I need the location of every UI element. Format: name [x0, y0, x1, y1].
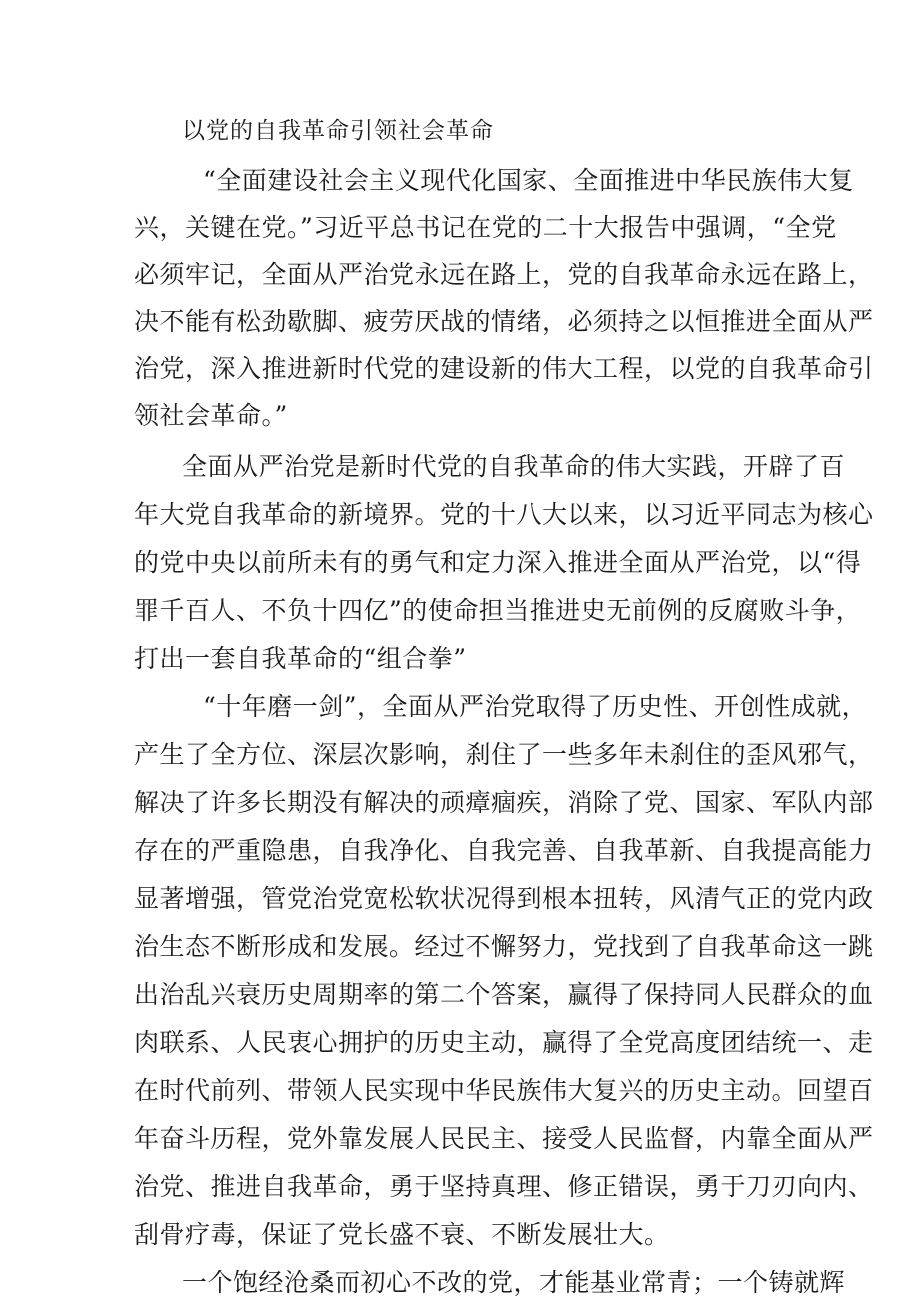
paragraph-1-line-1: “全面建设社会主义现代化国家、全面推进中华民族伟大复: [203, 166, 854, 195]
paragraph-1-line-5: 治党，深入推进新时代党的建设新的伟大工程，以党的自我革命引: [134, 354, 874, 383]
paragraph-1-line-3: 必须牢记，全面从严治党永远在路上，党的自我革命永远在路上，: [134, 260, 874, 289]
paragraph-4-line-1: 一个饱经沧桑而初心不改的党，才能基业常青；一个铸就辉: [182, 1268, 846, 1297]
paragraph-3-line-8: 肉联系、人民衷心拥护的历史主动，赢得了全党高度团结统一、走: [134, 1028, 874, 1057]
paragraph-2-line-1: 全面从严治党是新时代党的自我革命的伟大实践，开辟了百: [182, 452, 846, 481]
paragraph-3-line-6: 治生态不断形成和发展。经过不懈努力，党找到了自我革命这一跳: [134, 932, 874, 961]
paragraph-2-line-5: 打出一套自我革命的“组合拳”: [134, 644, 467, 673]
paragraph-3-line-9: 在时代前列、带领人民实现中华民族伟大复兴的历史主动。回望百: [134, 1076, 874, 1105]
document-title: 以党的自我革命引领社会革命: [182, 118, 494, 144]
paragraph-1-line-6: 领社会革命。”: [134, 401, 288, 430]
paragraph-2-line-3: 的党中央以前所未有的勇气和定力深入推进全面从严治党，以“得: [134, 548, 862, 577]
paragraph-1-line-4: 决不能有松劲歇脚、疲劳厌战的情绪，必须持之以恒推进全面从严: [134, 307, 874, 336]
paragraph-3-line-11: 治党、推进自我革命，勇于坚持真理、修正错误，勇于刀刃向内、: [134, 1172, 874, 1201]
paragraph-3-line-4: 存在的严重隐患，自我净化、自我完善、自我革新、自我提高能力: [134, 836, 874, 865]
paragraph-2-line-2: 年大党自我革命的新境界。党的十八大以来，以习近平同志为核心: [134, 500, 874, 529]
paragraph-3-line-1: “十年磨一剑”，全面从严治党取得了历史性、开创性成就，: [203, 692, 868, 721]
paragraph-3-line-12: 刮骨疗毒，保证了党长盛不衰、不断发展壮大。: [134, 1220, 670, 1249]
paragraph-3-line-5: 显著增强，管党治党宽松软状况得到根本扭转，风清气正的党内政: [134, 884, 874, 913]
paragraph-3-line-3: 解决了许多长期没有解决的顽瘴痼疾，消除了党、国家、军队内部: [134, 788, 874, 817]
paragraph-2-line-4: 罪千百人、不负十四亿”的使命担当推进史无前例的反腐败斗争，: [134, 596, 862, 625]
paragraph-1-line-2: 兴，关键在党。”习近平总书记在党的二十大报告中强调，“全党: [134, 213, 837, 242]
paragraph-3-line-7: 出治乱兴衰历史周期率的第二个答案，赢得了保持同人民群众的血: [134, 980, 874, 1009]
paragraph-3-line-10: 年奋斗历程，党外靠发展人民民主、接受人民监督，内靠全面从严: [134, 1124, 874, 1153]
paragraph-3-line-2: 产生了全方位、深层次影响，刹住了一些多年未刹住的歪风邪气，: [134, 740, 874, 769]
